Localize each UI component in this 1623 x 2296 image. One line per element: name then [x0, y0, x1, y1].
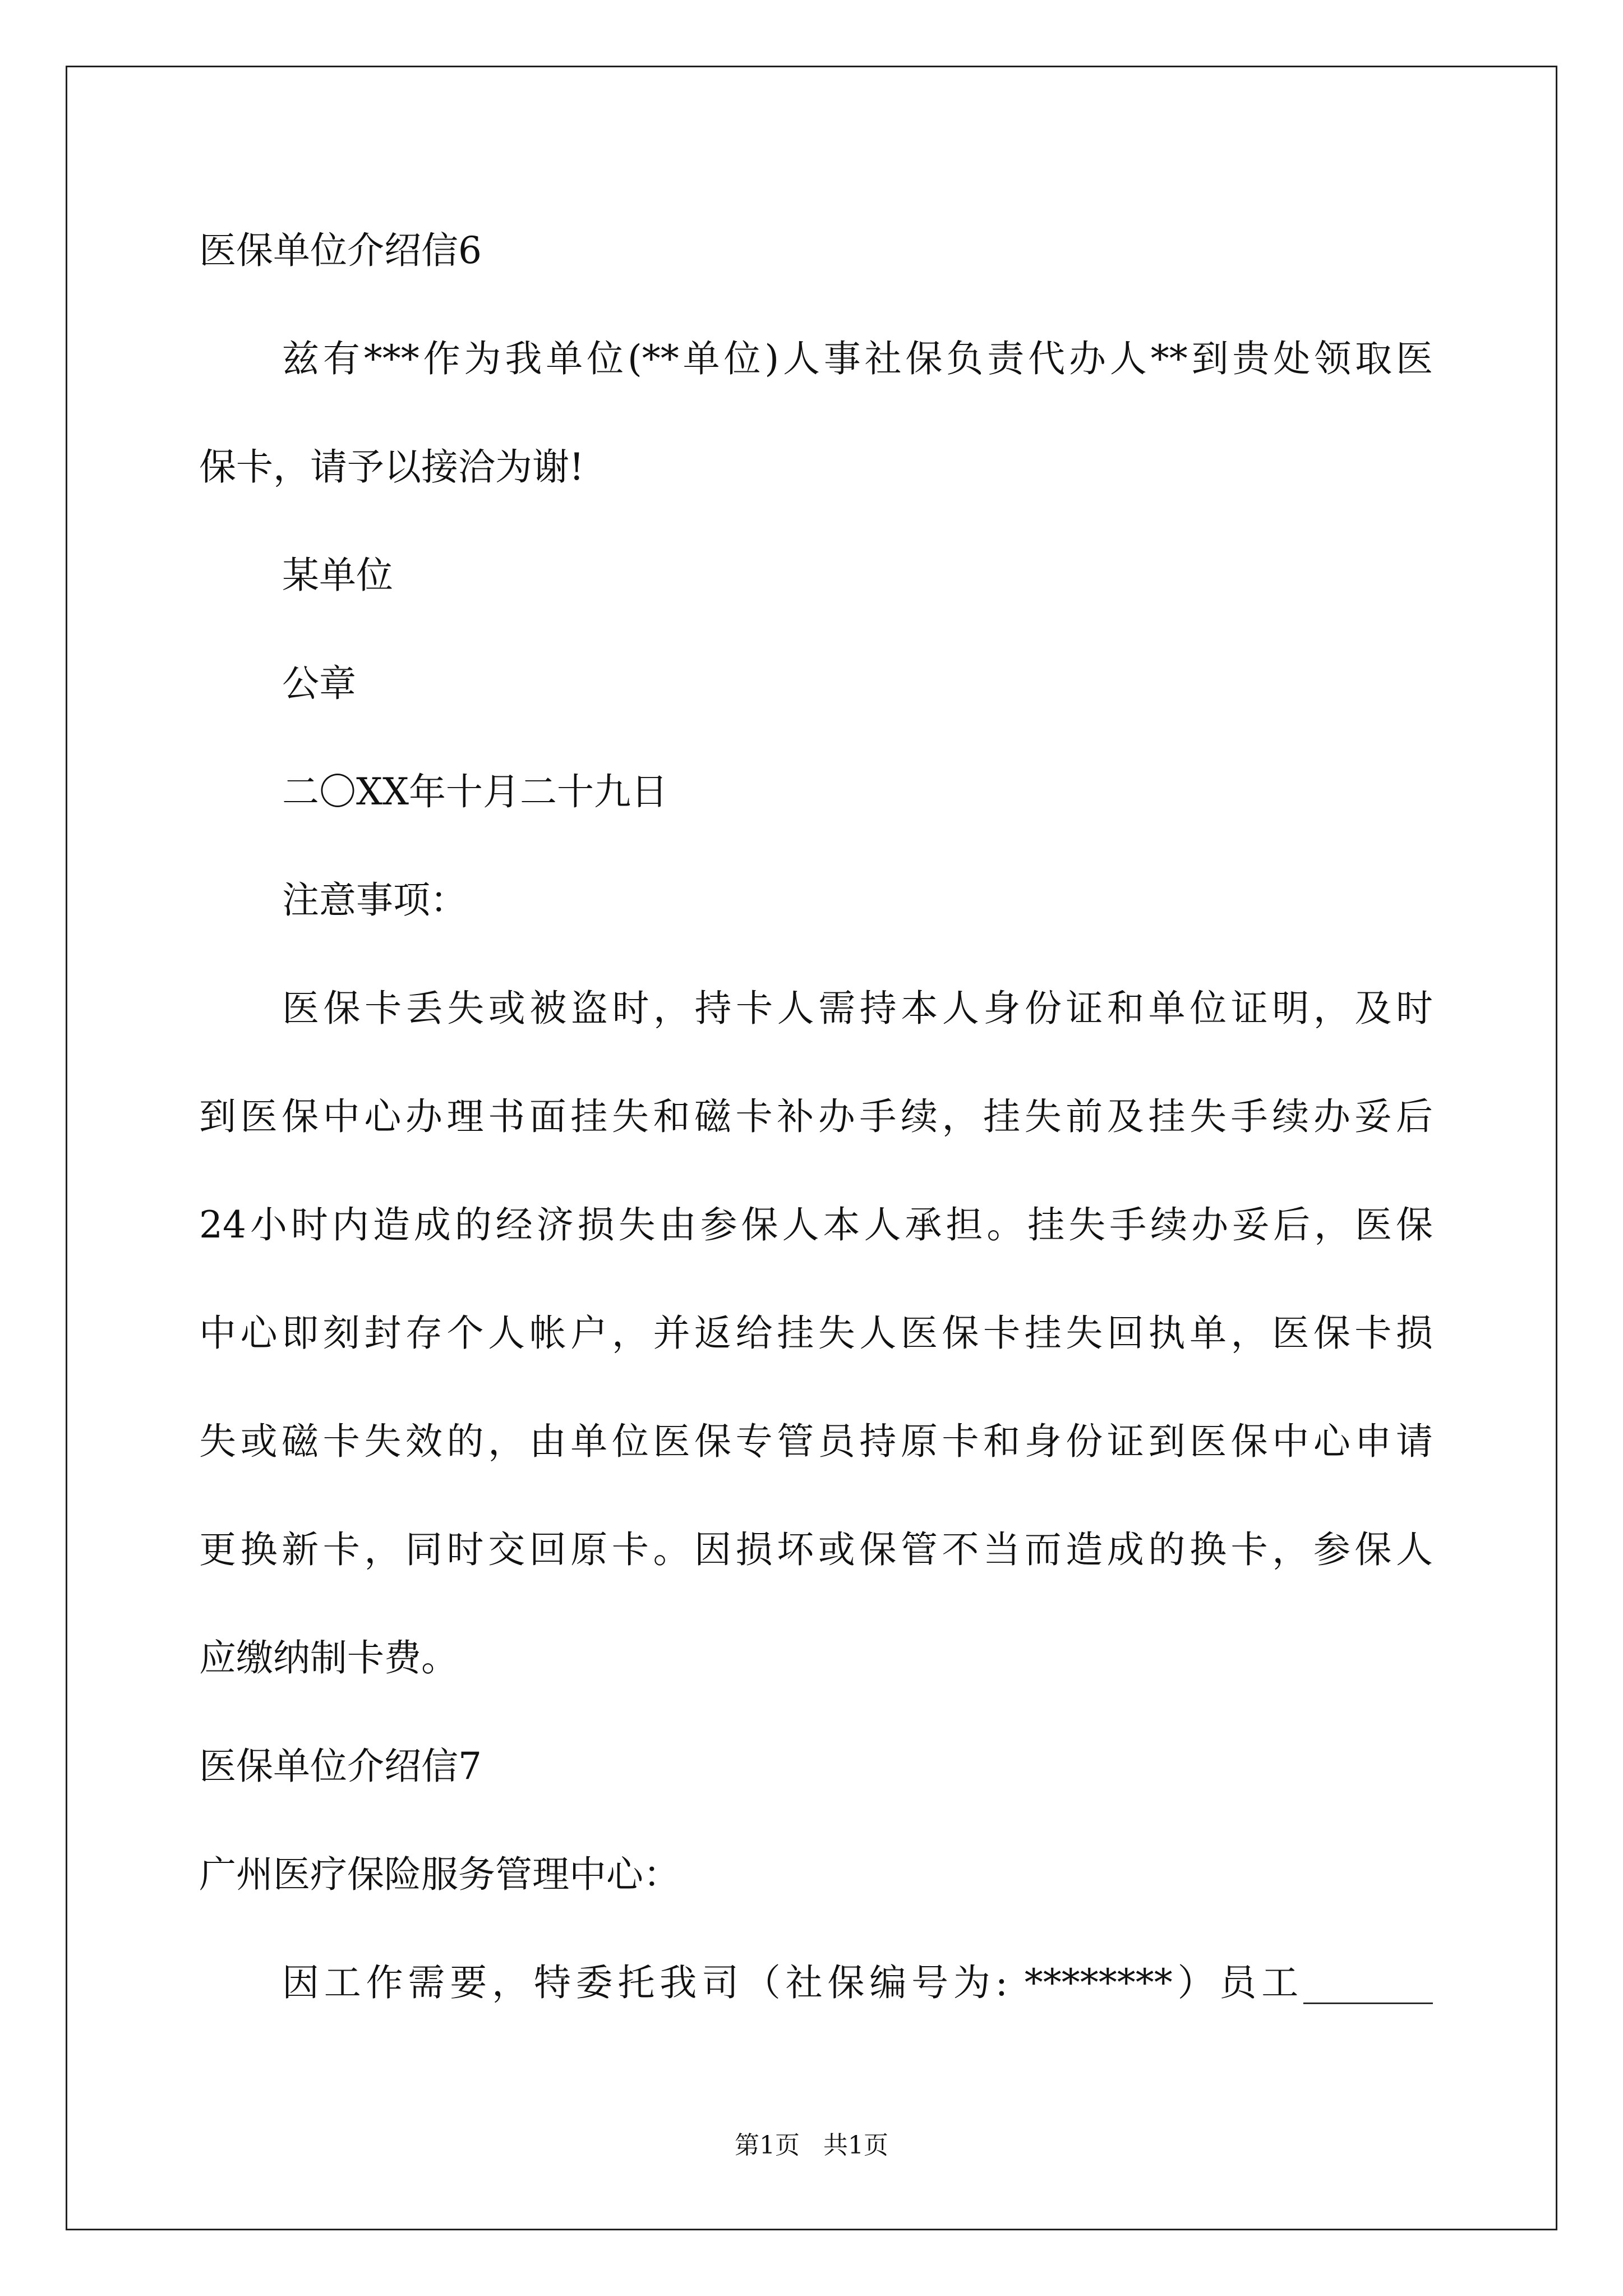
paragraph-line: 保卡，请予以接洽为谢! [199, 445, 584, 489]
paragraph-line: 24小时内造成的经济损失由参保人本人承担。挂失手续办妥后，医保 [199, 1203, 1433, 1246]
paragraph-line: 因工作需要，特委托我司（社保编号为: ********）员工_______ [282, 1961, 1433, 2004]
signature-seal: 公章 [282, 662, 356, 705]
section-heading-6: 医保单位介绍信6 [199, 229, 482, 272]
notes-heading: 注意事项： [282, 878, 467, 922]
paragraph-line: 更换新卡，同时交回原卡。因损坏或保管不当而造成的换卡，参保人 [199, 1528, 1433, 1571]
paragraph-line: 中心即刻封存个人帐户，并返给挂失人医保卡挂失回执单，医保卡损 [199, 1312, 1433, 1355]
signature-unit: 某单位 [282, 554, 393, 597]
addressee: 广州医疗保险服务管理中心： [199, 1853, 680, 1896]
page-footer: 第1页 共1页 [735, 2131, 888, 2160]
section-heading-7: 医保单位介绍信7 [199, 1745, 482, 1788]
paragraph-line: 医保卡丢失或被盗时，持卡人需持本人身份证和单位证明，及时 [282, 987, 1433, 1030]
paragraph-line: 应缴纳制卡费。 [199, 1636, 458, 1680]
paragraph-line: 到医保中心办理书面挂失和磁卡补办手续，挂失前及挂失手续办妥后 [199, 1095, 1433, 1138]
page-frame [66, 66, 1557, 2230]
signature-date: 二〇XX年十月二十九日 [282, 770, 668, 813]
paragraph-line: 失或磁卡失效的，由单位医保专管员持原卡和身份证到医保中心申请 [199, 1420, 1433, 1463]
paragraph-line: 兹有***作为我单位(**单位)人事社保负责代办人**到贵处领取医 [282, 337, 1433, 380]
